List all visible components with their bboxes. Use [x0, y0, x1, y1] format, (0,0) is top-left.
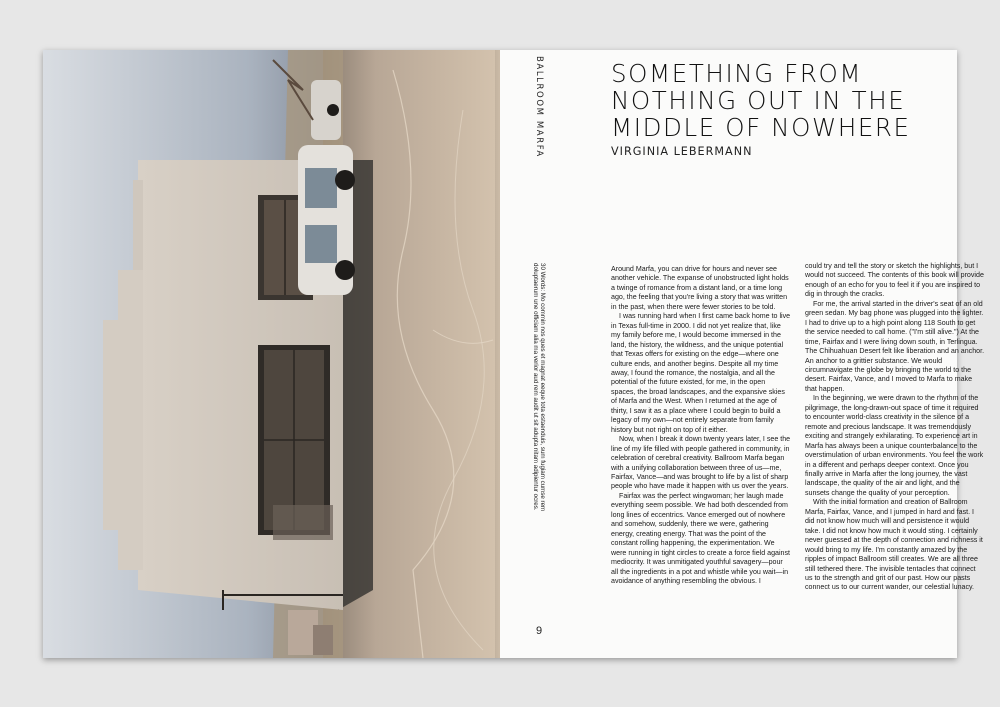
author-name: VIRGINIA LEBERMANN — [611, 145, 753, 158]
paragraph: For me, the arrival started in the driver's seat of an old green sedan. My bag phone was plugged into the lighter. I had to drive up to a high point along 118 South to get the service needed to call home. ("I'm still alive.") At the time, Fairfax and I were living down south, in Terlingua. The Chihuahuan Desert felt like liberation and an anchor. An anchor to a grittier substance. We would circumnavigate the globe by bringing the world to the desert. Fairfax, Vance, and I moved to Marfa to make that happen. — [805, 299, 985, 393]
page-number: 9 — [536, 625, 543, 637]
paragraph: Fairfax was the perfect wingwoman; her laugh made everything seem possible. We had both descended from long lines of eccentrics. Vance emerged out of nowhere and somehow, suddenly, there we were, gathering energy, creating energy. That was the point of the constant rolling happening, the experimentation. We were running in tight circles to create a force field against mediocrity. It was unmitigated youthful savagery—pour all the ingredients in a pot and whistle while you wait—in avoidance of anything resembling the obvious. I — [611, 491, 791, 585]
body-column-1 — [611, 265, 791, 586]
paragraph: In the beginning, we were drawn to the rhythm of the pilgrimage, the long-drawn-out space of time it required to encounter world-class creativity in the silence of a remote and precious landscape. It was tremendously exciting and strangely exhilarating. To experience art in Marfa has always been a unique counterbalance to the overstimulation of urban environments. You feel the work in a different and perhaps deeper context. Once you finally arrive in Marfa after the long journey, the vast landscape, the quality of the air and light, and the sunsets change the quality of your perception. — [805, 394, 984, 497]
paragraph: could try and tell the story or sketch the highlights, but I would not succeed. The contents of this book will provide enough of an echo for you to feel it if you are inspired to dig in through the cracks. — [805, 262, 984, 299]
running-head: BALLROOM MARFA — [534, 56, 544, 158]
paragraph: I was running hard when I first came back home to live in Texas full-time in 2000. I did not yet realize that, like my family before me, I would become immersed in the land, the history, the wildness, and the unique potential that Texas offers for existing on the edge—where one culture ends, and another begins. Despite all my time away, I found the romance, the nostalgia, and all the potential of the future existed, for me, in the open spaces, the broad landscapes, and the expansive skies of Marfa and the West. When I returned at the age of thirty, I saw it as a place where I could begin to build a legacy of my own—not entirely separate from family history but not right on top of it either. — [611, 312, 791, 434]
paragraph: Around Marfa, you can drive for hours and never see another vehicle. The expanse of unobstructed light holds a twinge of romance from a distant land, or a time long ago, the feeling that you're living a story that was written in the past, when there were fewer stories to be told. — [611, 265, 789, 311]
text-page — [500, 50, 985, 658]
sidebar-note: 30 Words: Mo commin nos ques et magnat eeque tota estaenduis, sum fugiam cumse rem doluptaerum une officiam alia ma verior aud rem audit ut sit adupta nitam adipientur ocres. — [531, 263, 546, 512]
book-spread — [43, 50, 985, 658]
article-title: SOMETHING FROM NOTHING OUT IN THE MIDDLE OF NOWHERE — [611, 59, 911, 142]
paragraph: With the initial formation and creation of Ballroom Marfa, Fairfax, Vance, and I jumped in hard and fast. I did not know how much will and persistence it would take. I did not know how much it would sting. I certainly never guessed at the depth of connection and richness it would bring to my life. I'm constantly amazed by the ripples of impact Ballroom still creates. We are all three still tethered there. The invisible tentacles that connect us to the strength and grit of our past. How our pasts connect us to our current wander, our celestial lunacy. — [805, 498, 983, 592]
paragraph: Now, when I break it down twenty years later, I see the line of my life filled with people gathered in community, in celebration of cerebral creativity. Ballroom Marfa began with a unifying collaboration between three of us—me, Fairfax, Vance—and was brought to life by a list of sharp people who have made it happen with us over the years. — [611, 435, 791, 491]
body-column-2 — [805, 262, 985, 593]
photo-page — [43, 50, 500, 658]
building-photo — [43, 50, 500, 658]
